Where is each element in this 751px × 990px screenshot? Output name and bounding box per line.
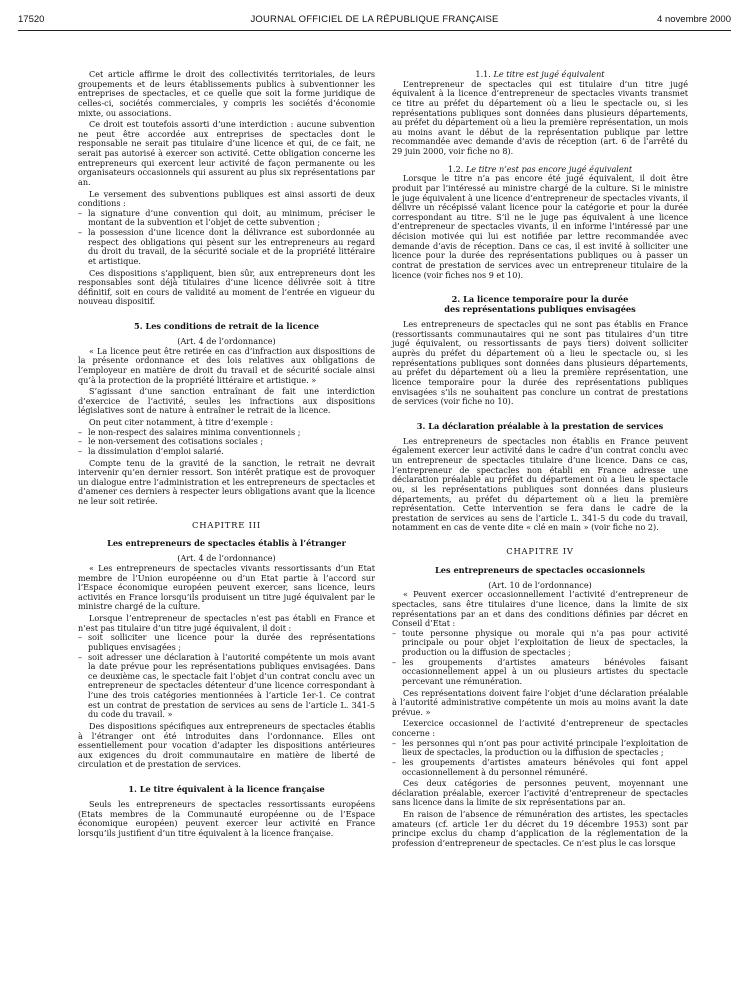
list-item: – les groupements d’artistes amateurs bénévoles faisant occasionnellement appel à un ou plusieurs artistes du spectacle percevant une rémunération. bbox=[392, 658, 688, 687]
chapter-title-3: Les entrepreneurs de spectacles établis à l’étranger bbox=[107, 538, 346, 549]
section-heading-5: 5. Les conditions de retrait de la licence bbox=[134, 321, 319, 331]
subsection-number: 1.2. bbox=[447, 163, 464, 174]
list-item: – le non-respect des salaires minima conventionnels ; bbox=[78, 428, 375, 438]
section-heading-3: 3. La déclaration préalable à la prestation de services bbox=[416, 420, 664, 431]
list-item: – la signature d’une convention qui doit, au minimum, préciser le montant de la subvention et l’objet de cette subvention ; bbox=[78, 209, 375, 228]
list-item: – toute personne physique ou morale qui n’a pas pour activité principale ou pour objet l’exploitation de lieux de spectacles, la production ou la diffusion de spectacles ; bbox=[392, 629, 688, 658]
section-heading-2 bbox=[392, 294, 688, 314]
paragraph: L’exercice occasionnel de l’activité d’entrepreneur de spectacles concerne : bbox=[392, 718, 688, 738]
paragraph: En raison de l’absence de rémunération des artistes, les spectacles amateurs (cf. article 1er du décret du 19 décembre 1953) sont par principe exclus du champ d’application de la réglementation de la profession d’entrepreneur de spectacles. Ce n’est plus le cas lorsque bbox=[392, 809, 688, 848]
article-reference: (Art. 4 de l’ordonnance) bbox=[177, 553, 276, 564]
issue-date: 4 novembre 2000 bbox=[657, 14, 731, 25]
list-item: – le non-versement des cotisations sociales ; bbox=[78, 437, 375, 447]
list-item: – la dissimulation d’emploi salarié. bbox=[78, 447, 375, 457]
paragraph: Le versement des subventions publiques est ainsi assorti de deux conditions : bbox=[78, 188, 375, 209]
article-reference: (Art. 10 de l’ordonnance) bbox=[488, 579, 592, 590]
paragraph: Ces représentations doivent faire l’objet d’une déclaration préalable à l’autorité administrative compétente un mois au moins avant la date prévue. » bbox=[392, 687, 688, 717]
list-item: – la possession d’une licence dont la délivrance est subordonnée au respect des obligations qui pèsent sur les entrepreneurs au regard du droit du travail, de la sécurité sociale et de la propriété littéraire et artistique. bbox=[78, 228, 375, 267]
right-column bbox=[392, 70, 688, 849]
subsection-title: Le titre n’est pas encore jugé équivalent bbox=[465, 163, 633, 174]
quote-paragraph: « Peuvent exercer occasionnellement l’activité d’entrepreneur de spectacles, sans être titulaires d’une licence, dans la limite de six représentations par an et dans des conditions définies par décret en Conseil d’Etat : bbox=[392, 589, 688, 629]
list-item: – soit adresser une déclaration à l’autorité compétente un mois avant la date prévue pour les représentations publiques envisagées. Dans ce deuxième cas, le spectacle fait l’objet d’un contrat conclu avec un entrepreneur de spectacles détenteur d’une licence correspondant à l’une des trois catégories mentionnées à l’article 1er-1. Ce contrat est un contrat de prestation de services au sens de l’article L. 341-5 du code du travail. » bbox=[78, 653, 375, 720]
subsection-title: Le titre est jugé équivalent bbox=[493, 69, 605, 79]
paragraph: Compte tenu de la gravité de la sanction, le retrait ne devrait intervenir qu’en dernier ressort. Son intérêt pratique est de provoquer un dialogue entre l’administration et les entrepreneurs de spectacles et d’amener ces derniers à respecter leurs obligations avant que la licence ne leur soit retirée. bbox=[78, 457, 375, 506]
paragraph: Ce droit est toutefois assorti d’une interdiction : aucune subvention ne peut être accordée aux entreprises de spectacles dont le responsable ne serait pas titulaire d’une licence et qui, de ce fait, ne serait pas autorisé à exercer son activité. Cette obligation concerne les entrepreneurs qui exercent leur activité de façon permanente ou les organisateurs occasionnels qui assurent au plus six représentations par an. bbox=[78, 119, 375, 187]
section-heading-1: 1. Le titre équivalent à la licence française bbox=[128, 784, 325, 794]
left-column bbox=[78, 70, 375, 839]
paragraph: On peut citer notamment, à titre d’exemple : bbox=[89, 417, 274, 427]
paragraph: L’entrepreneur de spectacles qui est titulaire d’un titre jugé équivalent à la licence d’entrepreneur de spectacles vivants transmet ce titre au préfet du département où a lieu le spectacle ou, si les représentations publiques sont données dans plusieurs départements, au préfet du département où a lieu la première représentation, un mois au moins avant le début de la représentation publique par lettre recommandée avec demande d’avis de réception (art. 6 de l’arrêté du 29 juin 2000, voir fiche no 8). bbox=[392, 78, 688, 156]
list-item: – les groupements d’artistes amateurs bénévoles qui font appel occasionnellement à du personnel rémunéré. bbox=[392, 758, 688, 777]
paragraph: Lorsque le titre n’a pas encore été jugé équivalent, il doit être produit par l’intéressé au ministre chargé de la culture. Si le ministre le juge équivalent à une licence d’entrepreneur de spectacles vivants, il délivre un récépissé valant licence pour la catégorie et pour la durée correspondant au titre. S’il ne le juge pas équivalent à une licence d’entrepreneur de spectacles vivants, il en informe l’intéressé par une décision motivée qui lui est notifiée par lettre recommandée avec demande d’avis de réception. Dans ce cas, il est invité à solliciter une licence pour la durée des représentations publiques ou à passer un contrat de prestation de services avec un entrepreneur titulaire de la licence (voir fiches nos 9 et 10). bbox=[392, 173, 688, 280]
list-item: – soit solliciter une licence pour la durée des représentations publiques envisagées ; bbox=[78, 633, 375, 652]
heading-line: 2. La licence temporaire pour la durée bbox=[451, 294, 629, 305]
page-number: 17520 bbox=[18, 14, 45, 25]
paragraph: S’agissant d’une sanction entraînant de fait une interdiction d’exercice de l’activité, seules les infractions aux dispositions législatives sont de nature à entraîner le retrait de la licence. bbox=[78, 386, 375, 416]
article-reference: (Art. 4 de l’ordonnance) bbox=[177, 336, 276, 346]
paragraph: Des dispositions spécifiques aux entrepreneurs de spectacles établis à l’étranger ont été introduites dans l’ordonnance. Elles ont essentiellement pour vocation d’adapter les dispositions antérieures aux exigences du droit communautaire en matière de liberté de circulation et de prestation de services. bbox=[78, 720, 375, 770]
paragraph: Les entrepreneurs de spectacles qui ne sont pas établis en France (ressortissants communautaires qui ne sont pas titulaires d’un titre jugé équivalent, ou ressortissants de pays tiers) doivent solliciter auprès du préfet du département où a lieu le spectacle ou, si les représentations publiques sont données dans plusieurs départements, au préfet du département où a lieu la première représentation, une licence temporaire pour la durée des représentations publiques envisagées s’ils ne souhaitent pas conclure un contrat de prestations de services (voir fiche no 10). bbox=[392, 319, 688, 407]
list-item: – les personnes qui n’ont pas pour activité principale l’exploitation de lieux de spectacles, la production ou la diffusion de spectacles ; bbox=[392, 739, 688, 758]
header-rule bbox=[18, 30, 731, 31]
paragraph: Ces deux catégories de personnes peuvent, moyennant une déclaration préalable, exercer l’activité d’entrepreneur de spectacles sans licence dans la limite de six représentations par an. bbox=[392, 778, 688, 808]
paragraph: Seuls les entrepreneurs de spectacles ressortissants européens (Etats membres de la Communauté européenne ou de l’Espace économique européen) peuvent exercer leur activité en France lorsqu’ils justifient d’un titre équivalent à la licence française. bbox=[78, 799, 375, 838]
heading-line: des représentations publiques envisagées bbox=[444, 304, 636, 315]
page-header bbox=[18, 14, 731, 30]
subsection-number: 1.1. bbox=[475, 69, 491, 79]
quote-paragraph: « La licence peut être retirée en cas d’infraction aux dispositions de la présente ordonnance et des lois relatives aux obligations de l’employeur en matière de droit du travail et de sécurité sociale ainsi qu’à la protection de la propriété littéraire et artistique. » bbox=[78, 345, 375, 385]
chapter-label-4: CHAPITRE IV bbox=[506, 546, 574, 556]
paragraph: Cet article affirme le droit des collectivités territoriales, de leurs groupements et de leurs établissements publics à subventionner les entreprises de spectacles, et ce quelle que soit la forme juridique de celles-ci, sociétés commerciales, y compris les sociétés d’économie mixte, ou associations. bbox=[78, 69, 375, 118]
paragraph: Ces dispositions s’appliquent, bien sûr, aux entrepreneurs dont les responsables sont déjà titulaires d’une licence délivrée soit à titre définitif, soit en cours de validité au moment de l’entrée en vigueur du nouveau dispositif. bbox=[78, 267, 375, 307]
paragraph: Lorsque l’entrepreneur de spectacles n’est pas établi en France et n’est pas titulaire d’un titre jugé équivalent, il doit : bbox=[78, 613, 375, 633]
chapter-label-3: CHAPITRE III bbox=[192, 519, 261, 530]
paragraph: Les entrepreneurs de spectacles non établis en France peuvent également exercer leur activité dans le cadre d’un contrat conclu avec un entrepreneur de spectacles titulaire d’une licence. Dans ce cas, l’entrepreneur de spectacles non établi en France adresse une déclaration préalable au préfet du département où a lieu le spectacle ou, si les représentations publiques sont données dans plusieurs départements, au préfet du département où a lieu la première représentation. Cette intervention se fera dans le cadre de la prestation de services au sens de l’article L. 341-5 du code du travail, notamment en cas de vente dite « clé en main » (voir fiche no 2). bbox=[392, 435, 688, 533]
chapter-title-4: Les entrepreneurs de spectacles occasionnels bbox=[435, 564, 645, 575]
quote-paragraph: « Les entrepreneurs de spectacles vivants ressortissants d’un Etat membre de l’Union européenne ou d’un Etat partie à l’accord sur l’Espace économique européen peuvent exercer, sans licence, leurs activités en France lorsqu’ils produisent un titre jugé équivalent par le ministre chargé de la culture. bbox=[78, 562, 375, 612]
journal-title: JOURNAL OFFICIEL DE LA RÉPUBLIQUE FRANÇAISE bbox=[250, 14, 499, 25]
